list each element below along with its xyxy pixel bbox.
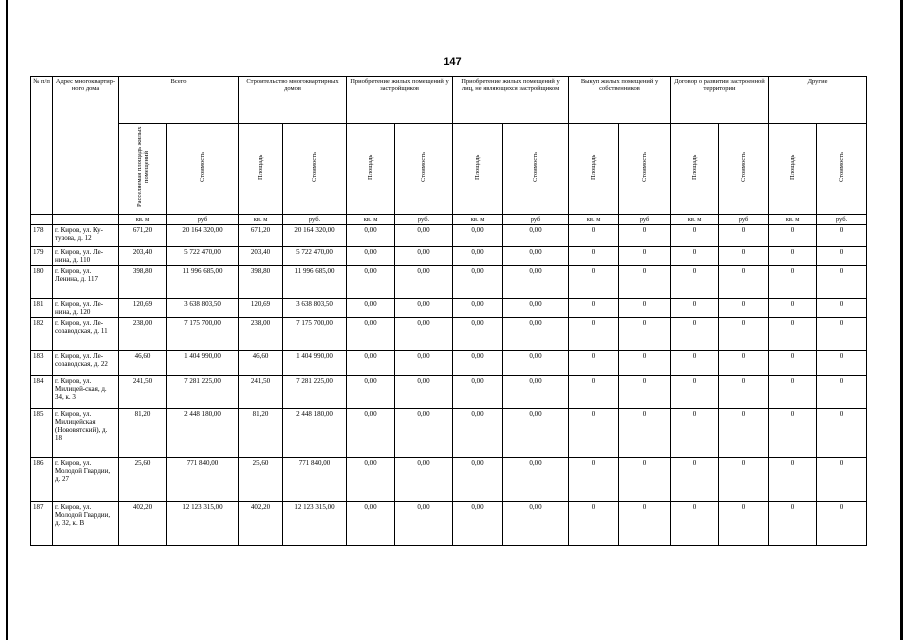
row-value: 46,60 xyxy=(119,351,167,376)
row-value: 0,00 xyxy=(503,502,569,546)
unit-label: руб xyxy=(719,215,769,225)
header-group-development-agreement: Договор о развитии застроенной территории xyxy=(671,77,769,124)
row-number: 180 xyxy=(31,266,53,299)
row-address: г. Киров, ул. Молодой Гвардии, д. 27 xyxy=(53,458,119,502)
row-number: 179 xyxy=(31,247,53,266)
row-value: 0 xyxy=(619,409,671,458)
page-left-border xyxy=(6,0,8,640)
unit-label: руб xyxy=(503,215,569,225)
row-number: 181 xyxy=(31,299,53,318)
row-value: 0,00 xyxy=(453,502,503,546)
row-value: 0 xyxy=(817,299,867,318)
subheader-cost: Стоимость xyxy=(719,124,769,215)
row-address: г. Киров, ул. Ленина, д. 117 xyxy=(53,266,119,299)
table-row xyxy=(31,225,867,247)
row-value: 25,60 xyxy=(119,458,167,502)
row-value: 1 404 990,00 xyxy=(167,351,239,376)
header-group-buyout: Выкуп жилых помещений у собственников xyxy=(569,77,671,124)
row-value: 0 xyxy=(619,299,671,318)
row-value: 771 840,00 xyxy=(167,458,239,502)
row-value: 0,00 xyxy=(503,225,569,247)
row-value: 0 xyxy=(569,351,619,376)
row-value: 402,20 xyxy=(239,502,283,546)
row-address: г. Киров, ул. Милицей-ская, д. 34, к. 3 xyxy=(53,376,119,409)
row-value: 0,00 xyxy=(503,266,569,299)
subheader-cost: Стоимость xyxy=(283,124,347,215)
row-value: 20 164 320,00 xyxy=(167,225,239,247)
row-value: 671,20 xyxy=(239,225,283,247)
header-group-purchase-others: Приобретение жилых помещений у лиц, не являющихся застройщиком xyxy=(453,77,569,124)
row-value: 11 996 685,00 xyxy=(167,266,239,299)
unit-label: кв. м xyxy=(347,215,395,225)
row-value: 0 xyxy=(817,247,867,266)
row-value: 0 xyxy=(671,502,719,546)
row-value: 398,80 xyxy=(119,266,167,299)
unit-label: руб. xyxy=(283,215,347,225)
subheader-cost: Стоимость xyxy=(503,124,569,215)
row-value: 0 xyxy=(719,376,769,409)
row-value: 0 xyxy=(817,458,867,502)
row-value: 0 xyxy=(719,299,769,318)
row-value: 20 164 320,00 xyxy=(283,225,347,247)
row-value: 2 448 180,00 xyxy=(283,409,347,458)
row-value: 0 xyxy=(769,247,817,266)
row-value: 0,00 xyxy=(395,318,453,351)
row-value: 0 xyxy=(769,502,817,546)
row-value: 0,00 xyxy=(395,247,453,266)
row-value: 0 xyxy=(769,351,817,376)
row-value: 0 xyxy=(671,318,719,351)
row-value: 0,00 xyxy=(453,247,503,266)
row-value: 0,00 xyxy=(503,409,569,458)
subheader-area: Площадь xyxy=(453,124,503,215)
unit-label: кв. м xyxy=(453,215,503,225)
row-value: 12 123 315,00 xyxy=(167,502,239,546)
row-value: 0,00 xyxy=(503,458,569,502)
row-value: 0 xyxy=(619,351,671,376)
row-value: 0 xyxy=(569,458,619,502)
row-value: 0 xyxy=(817,409,867,458)
row-value: 0,00 xyxy=(503,299,569,318)
row-value: 0 xyxy=(671,458,719,502)
row-value: 5 722 470,00 xyxy=(283,247,347,266)
row-value: 238,00 xyxy=(119,318,167,351)
row-value: 0 xyxy=(569,409,619,458)
unit-label: руб. xyxy=(817,215,867,225)
row-value: 0,00 xyxy=(347,299,395,318)
header-group-purchase-developers: Приобретение жилых помещений у застройщиков xyxy=(347,77,453,124)
row-value: 0 xyxy=(569,266,619,299)
table-row xyxy=(31,247,867,266)
units-row xyxy=(31,215,867,225)
table-row xyxy=(31,458,867,502)
row-value: 0 xyxy=(619,502,671,546)
row-value: 0 xyxy=(719,409,769,458)
row-value: 0 xyxy=(817,318,867,351)
row-value: 241,50 xyxy=(239,376,283,409)
row-value: 0,00 xyxy=(347,318,395,351)
units-blank xyxy=(53,215,119,225)
table-row xyxy=(31,502,867,546)
row-value: 0,00 xyxy=(453,409,503,458)
row-value: 0,00 xyxy=(503,318,569,351)
row-address: г. Киров, ул. Ле-нина, д. 110 xyxy=(53,247,119,266)
table-row xyxy=(31,376,867,409)
row-value: 0 xyxy=(671,225,719,247)
subheader-cost: Стоимость xyxy=(167,124,239,215)
header-group-other: Другие xyxy=(769,77,867,124)
row-value: 0 xyxy=(769,376,817,409)
row-value: 0,00 xyxy=(503,376,569,409)
subheader-cost: Стоимость xyxy=(817,124,867,215)
subheader-row xyxy=(31,124,867,215)
row-value: 0 xyxy=(569,299,619,318)
row-value: 3 638 803,50 xyxy=(283,299,347,318)
row-value: 0 xyxy=(569,376,619,409)
row-number: 184 xyxy=(31,376,53,409)
row-number: 186 xyxy=(31,458,53,502)
row-value: 0,00 xyxy=(347,376,395,409)
row-value: 25,60 xyxy=(239,458,283,502)
row-value: 0 xyxy=(671,409,719,458)
row-value: 0,00 xyxy=(503,351,569,376)
subheader-cost: Стоимость xyxy=(619,124,671,215)
row-value: 0 xyxy=(619,225,671,247)
row-value: 3 638 803,50 xyxy=(167,299,239,318)
subheader-area: Площадь xyxy=(239,124,283,215)
row-value: 0,00 xyxy=(347,225,395,247)
row-number: 178 xyxy=(31,225,53,247)
row-value: 0 xyxy=(569,247,619,266)
unit-label: кв. м xyxy=(569,215,619,225)
row-value: 238,00 xyxy=(239,318,283,351)
page-right-border xyxy=(900,0,903,640)
row-value: 81,20 xyxy=(239,409,283,458)
table-row xyxy=(31,351,867,376)
row-value: 0,00 xyxy=(347,502,395,546)
unit-label: руб. xyxy=(395,215,453,225)
row-value: 0 xyxy=(619,458,671,502)
table-row xyxy=(31,409,867,458)
row-number: 182 xyxy=(31,318,53,351)
row-value: 5 722 470,00 xyxy=(167,247,239,266)
unit-label: кв. м xyxy=(671,215,719,225)
row-value: 0 xyxy=(671,299,719,318)
row-value: 0,00 xyxy=(347,409,395,458)
subheader-area: Площадь xyxy=(769,124,817,215)
row-value: 0 xyxy=(769,318,817,351)
row-value: 0,00 xyxy=(395,351,453,376)
row-value: 0 xyxy=(671,247,719,266)
row-value: 0 xyxy=(769,409,817,458)
row-address: г. Киров, ул. Милицейская (Нововятский), д. 18 xyxy=(53,409,119,458)
row-value: 0,00 xyxy=(395,225,453,247)
row-address: г. Киров, ул. Ле-созаводская, д. 11 xyxy=(53,318,119,351)
row-value: 0,00 xyxy=(395,458,453,502)
row-number: 183 xyxy=(31,351,53,376)
row-value: 241,50 xyxy=(119,376,167,409)
row-value: 0,00 xyxy=(453,318,503,351)
row-value: 0 xyxy=(769,225,817,247)
row-value: 0,00 xyxy=(395,299,453,318)
row-value: 120,69 xyxy=(239,299,283,318)
row-value: 0 xyxy=(671,266,719,299)
row-value: 0 xyxy=(719,266,769,299)
row-value: 0,00 xyxy=(453,458,503,502)
row-value: 0 xyxy=(769,299,817,318)
header-group-construction: Строительство многоквартирных домов xyxy=(239,77,347,124)
row-value: 0,00 xyxy=(453,266,503,299)
row-value: 0 xyxy=(671,376,719,409)
row-value: 0,00 xyxy=(347,266,395,299)
row-value: 398,80 xyxy=(239,266,283,299)
header-row xyxy=(31,77,867,124)
row-address: г. Киров, ул. Ле-нина, д. 120 xyxy=(53,299,119,318)
page-number: 147 xyxy=(443,56,462,68)
row-value: 0 xyxy=(671,351,719,376)
header-num: № п/п xyxy=(31,77,53,215)
row-value: 0 xyxy=(619,318,671,351)
row-value: 7 175 700,00 xyxy=(283,318,347,351)
header-group-total: Всего xyxy=(119,77,239,124)
row-value: 0 xyxy=(619,376,671,409)
row-value: 0 xyxy=(719,351,769,376)
row-value: 0,00 xyxy=(395,376,453,409)
row-value: 0,00 xyxy=(347,247,395,266)
subheader-total-area: Расселяемая площадь жилых помещений xyxy=(119,124,167,215)
row-value: 0,00 xyxy=(453,351,503,376)
row-value: 0 xyxy=(569,318,619,351)
subheader-area: Площадь xyxy=(569,124,619,215)
row-number: 185 xyxy=(31,409,53,458)
row-value: 203,40 xyxy=(239,247,283,266)
row-value: 771 840,00 xyxy=(283,458,347,502)
row-value: 81,20 xyxy=(119,409,167,458)
row-value: 671,20 xyxy=(119,225,167,247)
row-value: 0 xyxy=(569,225,619,247)
row-value: 11 996 685,00 xyxy=(283,266,347,299)
row-value: 0 xyxy=(719,247,769,266)
row-value: 0 xyxy=(719,458,769,502)
row-value: 0 xyxy=(719,318,769,351)
row-value: 0,00 xyxy=(453,299,503,318)
row-value: 0,00 xyxy=(347,458,395,502)
row-value: 203,40 xyxy=(119,247,167,266)
table-row xyxy=(31,266,867,299)
row-value: 0 xyxy=(619,247,671,266)
row-value: 0 xyxy=(817,502,867,546)
unit-label: кв. м xyxy=(769,215,817,225)
table-row xyxy=(31,318,867,351)
subheader-area: Площадь xyxy=(671,124,719,215)
row-value: 0 xyxy=(569,502,619,546)
unit-label: кв. м xyxy=(239,215,283,225)
row-value: 0,00 xyxy=(453,376,503,409)
row-value: 1 404 990,00 xyxy=(283,351,347,376)
row-value: 0 xyxy=(769,458,817,502)
row-value: 0 xyxy=(817,225,867,247)
header-address: Адрес многоквартир-ного дома xyxy=(53,77,119,215)
row-value: 0 xyxy=(769,266,817,299)
row-value: 7 281 225,00 xyxy=(167,376,239,409)
row-value: 0,00 xyxy=(395,502,453,546)
row-address: г. Киров, ул. Ле-созаводская, д. 22 xyxy=(53,351,119,376)
table-row xyxy=(31,299,867,318)
subheader-cost: Стоимость xyxy=(395,124,453,215)
subheader-area: Площадь xyxy=(347,124,395,215)
row-value: 0,00 xyxy=(395,409,453,458)
row-value: 0,00 xyxy=(395,266,453,299)
row-address: г. Киров, ул. Ку-тузова, д. 12 xyxy=(53,225,119,247)
row-value: 2 448 180,00 xyxy=(167,409,239,458)
row-value: 0,00 xyxy=(453,225,503,247)
row-value: 0 xyxy=(817,376,867,409)
row-value: 402,20 xyxy=(119,502,167,546)
row-address: г. Киров, ул. Молодой Гвардии, д. 32, к. В xyxy=(53,502,119,546)
units-blank xyxy=(31,215,53,225)
row-value: 46,60 xyxy=(239,351,283,376)
row-number: 187 xyxy=(31,502,53,546)
unit-label: руб xyxy=(167,215,239,225)
unit-label: руб xyxy=(619,215,671,225)
row-value: 7 281 225,00 xyxy=(283,376,347,409)
row-value: 120,69 xyxy=(119,299,167,318)
row-value: 0 xyxy=(817,351,867,376)
resettlement-table xyxy=(30,76,867,546)
row-value: 0 xyxy=(719,225,769,247)
row-value: 0 xyxy=(719,502,769,546)
row-value: 0,00 xyxy=(503,247,569,266)
row-value: 0 xyxy=(619,266,671,299)
unit-label: кв. м xyxy=(119,215,167,225)
row-value: 7 175 700,00 xyxy=(167,318,239,351)
row-value: 0,00 xyxy=(347,351,395,376)
row-value: 12 123 315,00 xyxy=(283,502,347,546)
row-value: 0 xyxy=(817,266,867,299)
